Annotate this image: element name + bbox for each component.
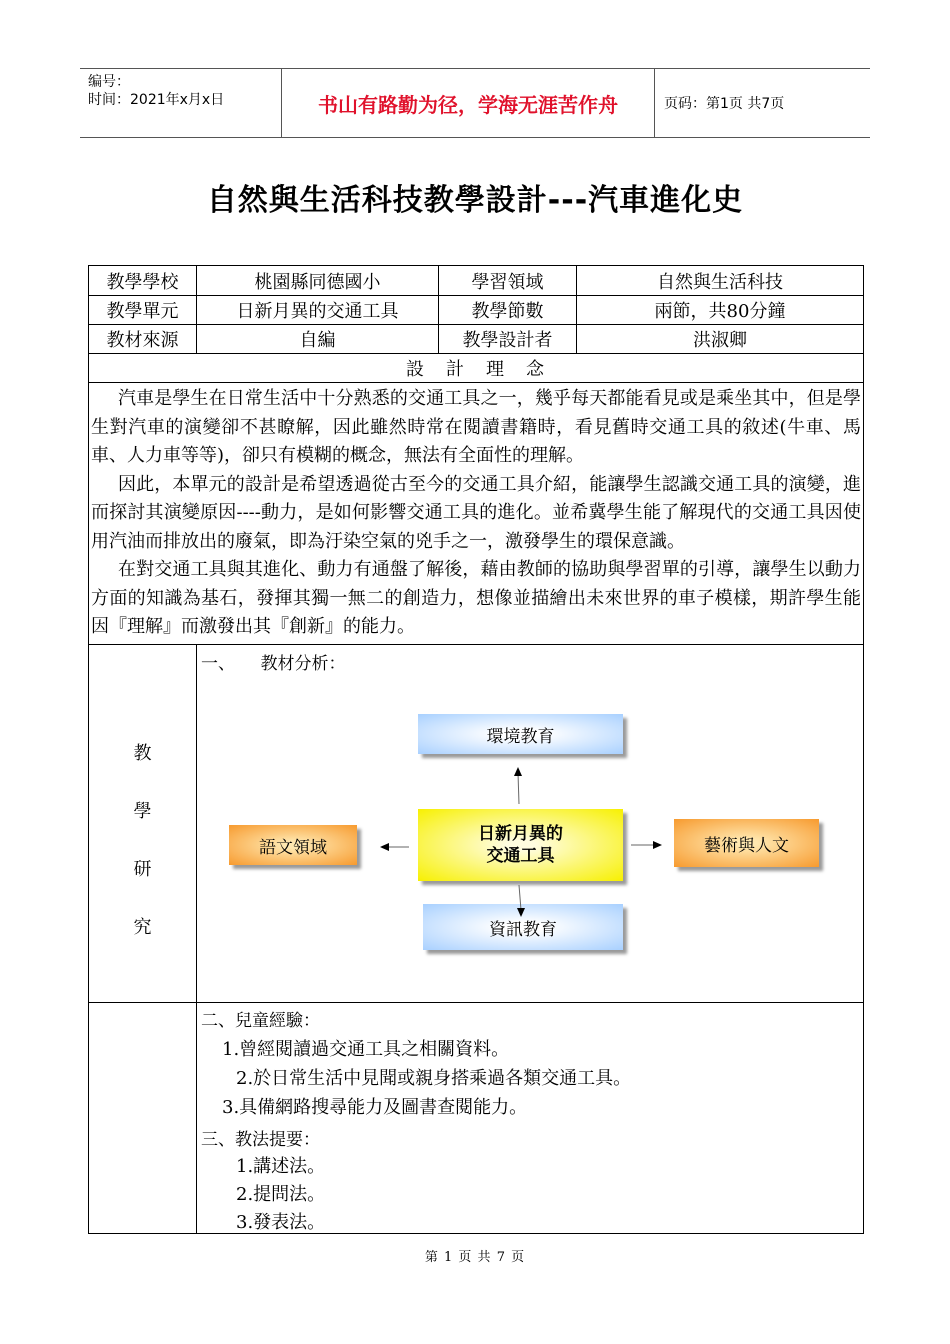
diagram-center-line-1: 日新月異的	[478, 824, 563, 844]
school-label: 教學學校	[106, 271, 179, 293]
header-page-label: 页码：第1页 共7页	[664, 96, 785, 112]
section-material-analysis: 一、 教材分析：	[201, 654, 346, 674]
source-value: 自編	[196, 325, 438, 353]
method-item-3: 3.發表法。	[236, 1212, 326, 1233]
diagram-left-box: 語文領域	[229, 825, 357, 865]
source-label: 教材來源	[106, 330, 179, 351]
diagram-bottom-box: 資訊教育	[423, 904, 623, 950]
unit-value: 日新月異的交通工具	[196, 296, 438, 324]
method-item-1: 1.講述法。	[236, 1156, 326, 1177]
diagram-arrows	[89, 645, 863, 1001]
section-teaching-methods: 三、教法提要：	[201, 1130, 320, 1150]
arrow-up-line	[518, 773, 519, 804]
diagram-right-box: 藝術與人文	[674, 819, 819, 867]
periods-value: 兩節，共80分鐘	[576, 296, 863, 324]
doc-date-label: 时间：2021年x月x日	[88, 92, 225, 108]
page-footer: 第 1 页 共 7 页	[424, 1250, 526, 1265]
arrow-up-icon	[514, 767, 522, 776]
concept-heading: 設 計 理 念	[406, 359, 546, 380]
info-row-3	[88, 324, 864, 353]
school-value: 桃園縣同德國小	[196, 266, 438, 295]
info-row-1	[88, 265, 864, 295]
experience-item-1: 1.曾經閱讀過交通工具之相關資料。	[222, 1039, 510, 1060]
arrow-left-icon	[380, 843, 389, 851]
page-header	[80, 68, 870, 138]
header-meta	[80, 69, 282, 137]
field-label: 學習領域	[438, 266, 576, 295]
concept-paragraph-2: 因此，本單元的設計是希望透過從古至今的交通工具介紹，能讓學生認識交通工具的演變，進而探討其演變原因----動力，是如何影響交通工具的進化。並希冀學生能了解現代的交通工具因使用汽油而排放出的廢氣，即為汙染空氣的兇手之一，激發學生的環保意識。	[91, 473, 861, 552]
periods-label: 教學節數	[438, 296, 576, 324]
side-char-1: 教	[133, 743, 152, 764]
concept-paragraph-3: 在對交通工具與其進化、動力有通盤了解後，藉由教師的協助與學習單的引導，讓學生以動力方面的知識為基石，發揮其獨一無二的創造力，想像並描繪出未來世界的車子模樣，期許學生能因『理解』而激發出其『創新』的能力。	[91, 559, 861, 637]
unit-label: 教學單元	[106, 301, 179, 322]
doc-number-label: 编号：	[88, 74, 130, 90]
concept-paragraph-1: 汽車是學生在日常生活中十分熟悉的交通工具之一，幾乎每天都能看見或是乘坐其中，但是學生對汽車的演變卻不甚瞭解，因此雖然時常在閱讀書籍時，看見舊時交通工具的敘述(牛車、馬車、人力車等等)，卻只有模糊的概念，無法有全面性的理解。	[91, 388, 861, 466]
arrow-down-line	[519, 885, 521, 910]
experience-row	[88, 1002, 864, 1234]
method-item-2: 2.提問法。	[236, 1184, 326, 1205]
arrow-right-icon	[653, 841, 662, 849]
field-value: 自然與生活科技	[576, 266, 863, 295]
experience-item-3: 3.具備網路搜尋能力及圖書查閱能力。	[222, 1097, 528, 1118]
research-row	[88, 644, 864, 1002]
side-char-3: 研	[133, 859, 152, 880]
concept-text	[89, 385, 863, 642]
concept-heading-row	[88, 353, 864, 382]
diagram-top-box: 環境教育	[418, 714, 623, 754]
arrow-down-icon	[517, 908, 525, 917]
section-child-experience: 二、兒童經驗：	[201, 1011, 320, 1031]
info-row-2	[88, 295, 864, 324]
designer-label: 教學設計者	[438, 325, 576, 353]
diagram-center-line-2: 交通工具	[486, 846, 555, 866]
experience-item-2: 2.於日常生活中見聞或親身搭乘過各類交通工具。	[236, 1068, 632, 1089]
designer-value: 洪淑卿	[576, 325, 863, 353]
concept-body-row	[88, 382, 864, 644]
header-motto: 书山有路勤为径，学海无涯苦作舟	[282, 69, 655, 137]
document-title: 自然與生活科技教學設計---汽車進化史	[206, 183, 744, 218]
side-char-2: 學	[133, 801, 152, 822]
side-char-4: 究	[133, 917, 152, 938]
